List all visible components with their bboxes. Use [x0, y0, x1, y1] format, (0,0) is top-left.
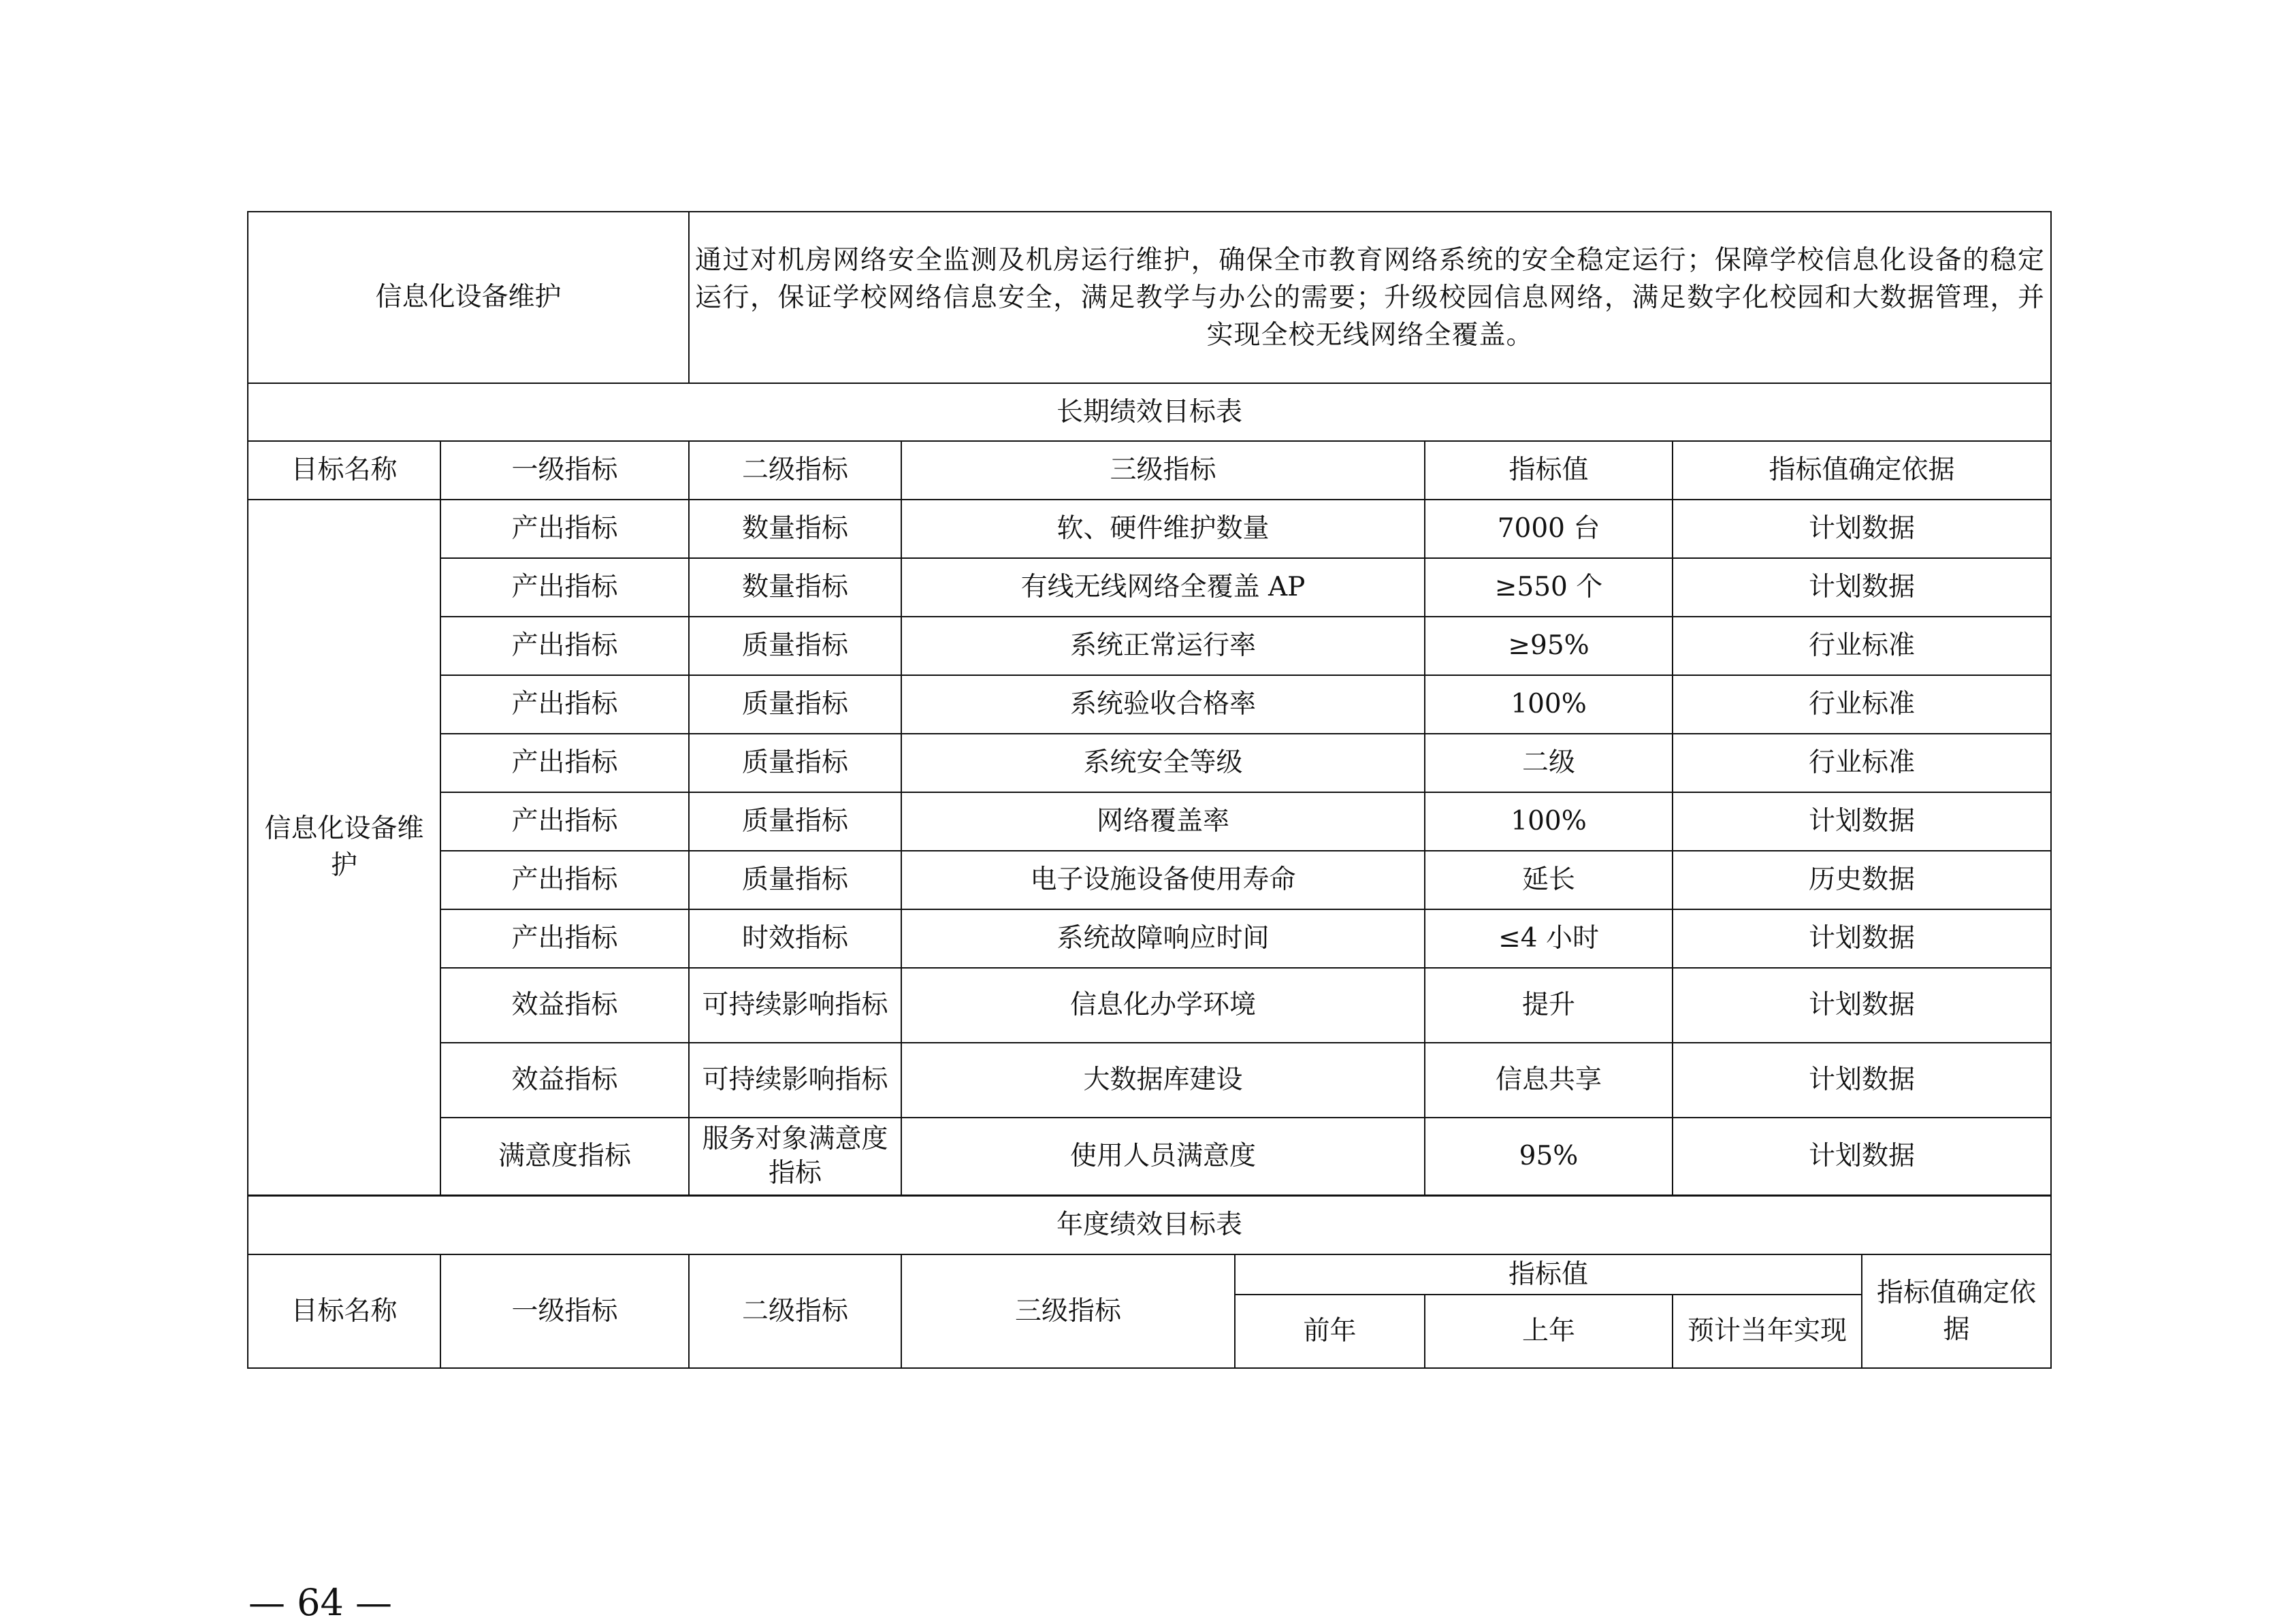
annual-performance-table: [247, 1195, 2052, 1369]
level2-cell: 可持续影响指标: [689, 968, 901, 1043]
long-term-table-title: 长期绩效目标表: [248, 383, 2051, 441]
value-cell: 提升: [1425, 968, 1673, 1043]
annual-header-current-year: 预计当年实现: [1673, 1295, 1862, 1368]
level1-cell: 产出指标: [440, 675, 689, 734]
level2-cell: 质量指标: [689, 617, 901, 675]
value-cell: ≥550 个: [1425, 558, 1673, 617]
project-row: [248, 212, 2051, 383]
basis-cell: 计划数据: [1673, 909, 2051, 968]
basis-cell: 计划数据: [1673, 1118, 2051, 1195]
basis-cell: 计划数据: [1673, 500, 2051, 558]
page-number: — 64 —: [248, 1581, 393, 1624]
level2-cell: 质量指标: [689, 734, 901, 792]
level2-cell: 质量指标: [689, 675, 901, 734]
level1-cell: 效益指标: [440, 1043, 689, 1118]
level1-cell: 产出指标: [440, 617, 689, 675]
basis-cell: 行业标准: [1673, 617, 2051, 675]
table-row: [248, 909, 2051, 968]
value-cell: 延长: [1425, 851, 1673, 909]
basis-cell: 行业标准: [1673, 734, 2051, 792]
table-row: [248, 792, 2051, 851]
value-cell: 7000 台: [1425, 500, 1673, 558]
table-row: [248, 558, 2051, 617]
table-row: [248, 968, 2051, 1043]
table-row: [248, 734, 2051, 792]
project-name-cell: 信息化设备维护: [248, 212, 689, 383]
basis-cell: 计划数据: [1673, 792, 2051, 851]
level1-cell: 产出指标: [440, 734, 689, 792]
value-cell: 二级: [1425, 734, 1673, 792]
header-value-basis: 指标值确定依据: [1673, 441, 2051, 500]
annual-header-level3: 三级指标: [901, 1254, 1235, 1368]
level2-cell: 可持续影响指标: [689, 1043, 901, 1118]
value-cell: 100%: [1425, 675, 1673, 734]
level1-cell: 产出指标: [440, 792, 689, 851]
level3-cell: 电子设施设备使用寿命: [901, 851, 1425, 909]
header-indicator-value: 指标值: [1425, 441, 1673, 500]
basis-cell: 计划数据: [1673, 558, 2051, 617]
level2-cell: 服务对象满意度指标: [689, 1118, 901, 1195]
value-cell: 信息共享: [1425, 1043, 1673, 1118]
table-row: [248, 500, 2051, 558]
header-target-name: 目标名称: [248, 441, 440, 500]
annual-header-level2: 二级指标: [689, 1254, 901, 1368]
table-header-row: [248, 441, 2051, 500]
level3-cell: 信息化办学环境: [901, 968, 1425, 1043]
annual-header-basis: 指标值确定依据: [1862, 1254, 2051, 1368]
annual-header-value-group: 指标值: [1235, 1254, 1862, 1295]
level3-cell: 系统验收合格率: [901, 675, 1425, 734]
level2-cell: 质量指标: [689, 851, 901, 909]
long-term-performance-table: [247, 211, 2052, 1196]
level1-cell: 产出指标: [440, 558, 689, 617]
basis-cell: 行业标准: [1673, 675, 2051, 734]
level3-cell: 系统正常运行率: [901, 617, 1425, 675]
value-cell: 100%: [1425, 792, 1673, 851]
level3-cell: 网络覆盖率: [901, 792, 1425, 851]
annual-header-last-year: 上年: [1425, 1295, 1673, 1368]
level3-cell: 系统故障响应时间: [901, 909, 1425, 968]
level3-cell: 有线无线网络全覆盖 AP: [901, 558, 1425, 617]
table-row: [248, 675, 2051, 734]
annual-header-row-1: [248, 1254, 2051, 1295]
value-cell: ≤4 小时: [1425, 909, 1673, 968]
level3-cell: 系统安全等级: [901, 734, 1425, 792]
section-title-row: [248, 383, 2051, 441]
level2-cell: 数量指标: [689, 558, 901, 617]
annual-header-target-name: 目标名称: [248, 1254, 440, 1368]
level1-cell: 效益指标: [440, 968, 689, 1043]
annual-title-row: [248, 1196, 2051, 1254]
table-row: [248, 1043, 2051, 1118]
level1-cell: 产出指标: [440, 909, 689, 968]
level3-cell: 软、硬件维护数量: [901, 500, 1425, 558]
level1-cell: 满意度指标: [440, 1118, 689, 1195]
target-name-cell: 信息化设备维护: [248, 500, 440, 1195]
basis-cell: 计划数据: [1673, 1043, 2051, 1118]
level2-cell: 质量指标: [689, 792, 901, 851]
level1-cell: 产出指标: [440, 851, 689, 909]
project-description-cell: 通过对机房网络安全监测及机房运行维护，确保全市教育网络系统的安全稳定运行；保障学校信息化设备的稳定运行，保证学校网络信息安全，满足教学与办公的需要；升级校园信息网络，满足数字化校园和大数据管理，并实现全校无线网络全覆盖。: [689, 212, 2051, 383]
level2-cell: 时效指标: [689, 909, 901, 968]
basis-cell: 计划数据: [1673, 968, 2051, 1043]
header-level3-indicator: 三级指标: [901, 441, 1425, 500]
annual-header-level1: 一级指标: [440, 1254, 689, 1368]
header-level2-indicator: 二级指标: [689, 441, 901, 500]
level3-cell: 大数据库建设: [901, 1043, 1425, 1118]
level1-cell: 产出指标: [440, 500, 689, 558]
value-cell: ≥95%: [1425, 617, 1673, 675]
level3-cell: 使用人员满意度: [901, 1118, 1425, 1195]
basis-cell: 历史数据: [1673, 851, 2051, 909]
annual-header-prev-year: 前年: [1235, 1295, 1425, 1368]
header-level1-indicator: 一级指标: [440, 441, 689, 500]
annual-table-title: 年度绩效目标表: [248, 1196, 2051, 1254]
table-row: [248, 851, 2051, 909]
table-row: [248, 617, 2051, 675]
table-row: [248, 1118, 2051, 1195]
value-cell: 95%: [1425, 1118, 1673, 1195]
level2-cell: 数量指标: [689, 500, 901, 558]
